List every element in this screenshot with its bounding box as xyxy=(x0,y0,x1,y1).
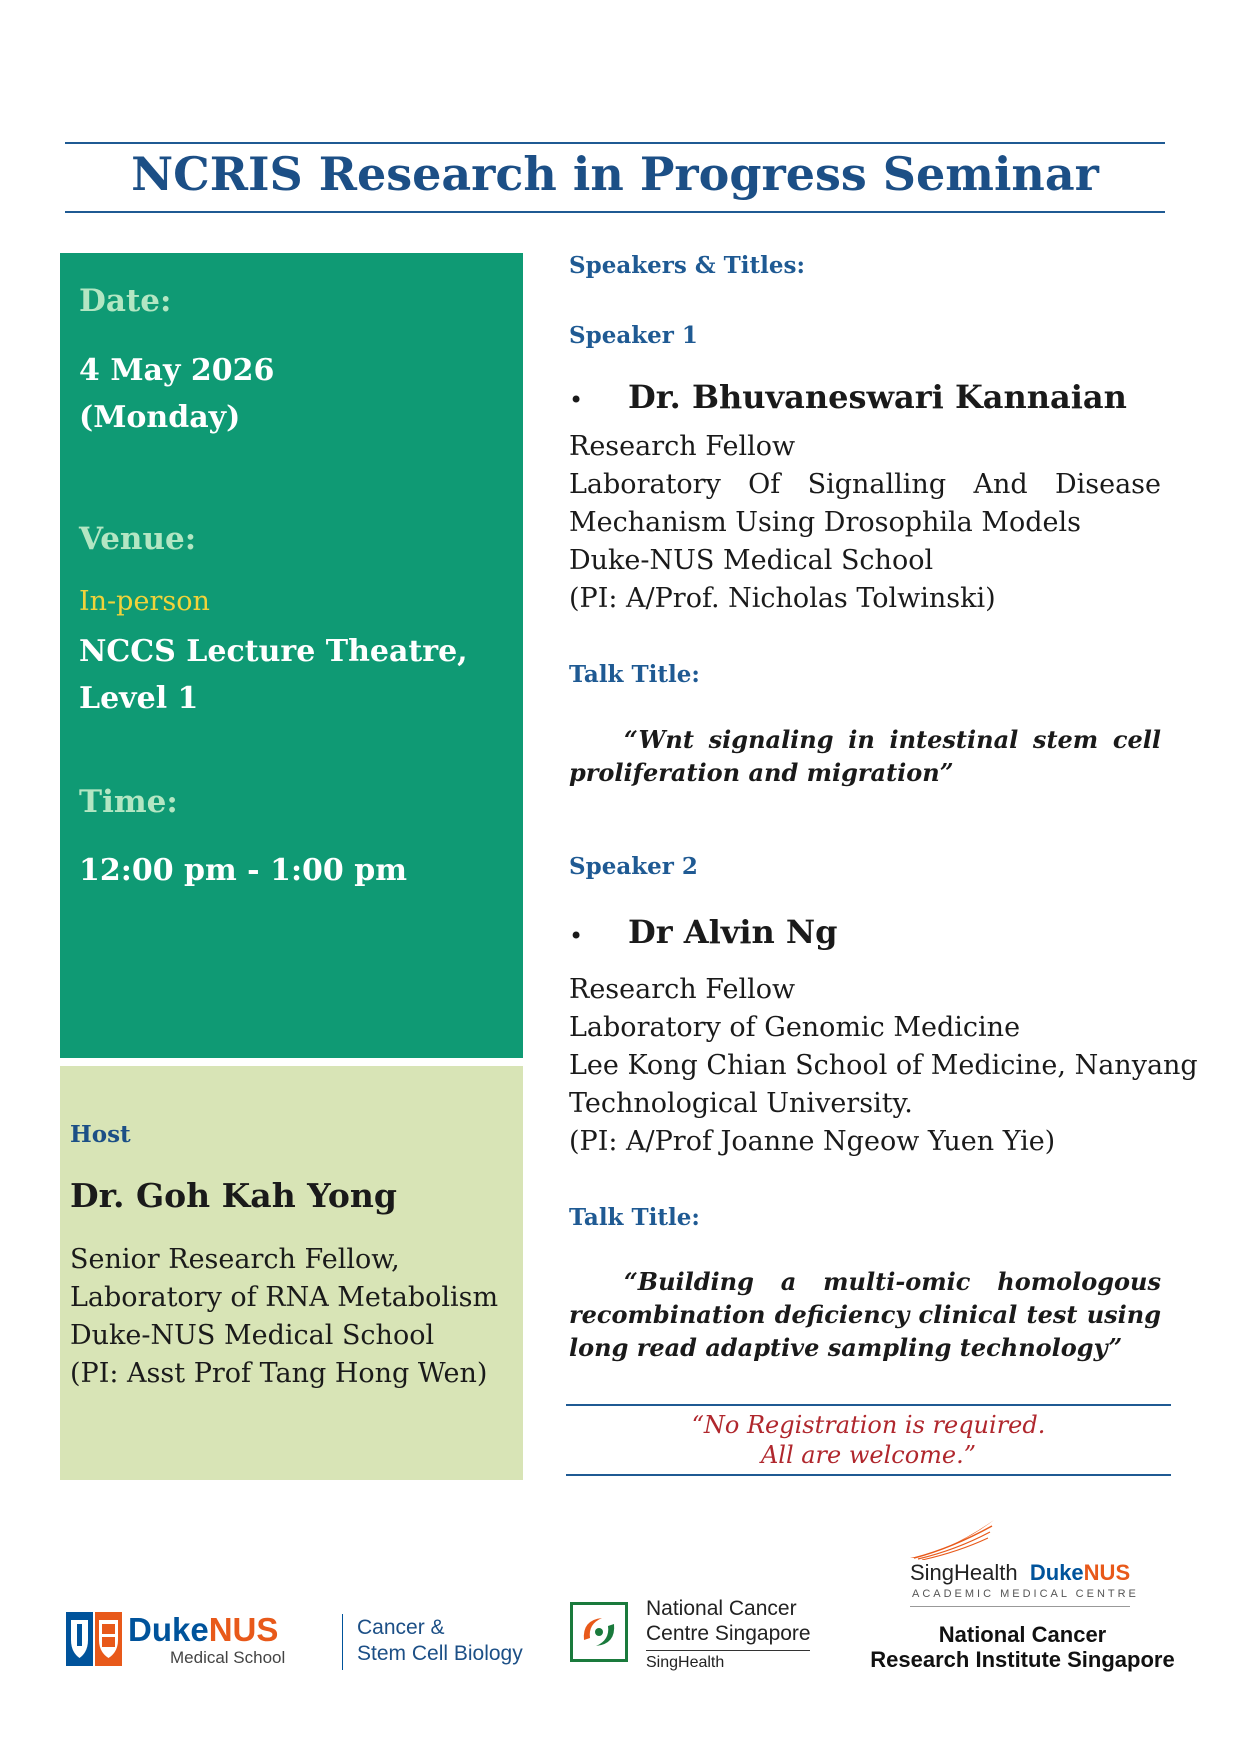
speaker-2-talk-title xyxy=(569,1265,1161,1364)
host-name: Dr. Goh Kah Yong xyxy=(70,1176,397,1215)
duke-nus-logo xyxy=(66,1612,334,1668)
date-label: Date: xyxy=(79,283,172,319)
speaker-1-lab-line-1: Laboratory Of Signalling And Disease xyxy=(569,469,1161,500)
speakers-heading: Speakers & Titles: xyxy=(569,252,805,279)
speaker-2-role: Research Fellow xyxy=(569,974,796,1005)
speaker-1-role: Research Fellow xyxy=(569,431,796,462)
date-value: 4 May 2026 xyxy=(79,353,275,388)
nccs-line-1: National Cancer xyxy=(646,1597,797,1620)
speaker-2-talk-line-1: “Building a multi-omic homologous xyxy=(624,1267,1161,1296)
dept-line-2: Stem Cell Biology xyxy=(357,1642,523,1665)
speaker-1-lab-line-2: Mechanism Using Drosophila Models xyxy=(569,507,1081,538)
swoosh-icon xyxy=(908,1518,998,1560)
speaker-2-university: Technological University. xyxy=(569,1088,913,1119)
nccs-rule xyxy=(646,1650,810,1651)
duke-brand-b: NUS xyxy=(208,1611,279,1648)
ncris-line-2: Research Institute Singapore xyxy=(870,1647,1175,1672)
speaker-1-bullet: • xyxy=(569,386,584,414)
venue-mode: In-person xyxy=(79,586,210,617)
host-pi: (PI: Asst Prof Tang Hong Wen) xyxy=(70,1358,488,1389)
venue-line-1: NCCS Lecture Theatre, xyxy=(79,634,468,669)
nccs-logo xyxy=(570,1594,820,1674)
registration-note xyxy=(566,1410,1171,1470)
nccs-sub: SingHealth xyxy=(646,1654,725,1671)
ncris-logo xyxy=(850,1518,1195,1678)
note-top-rule xyxy=(566,1404,1171,1406)
speaker-2-talk-label: Talk Title: xyxy=(569,1204,700,1231)
speaker-2-talk-line-2: recombination deficiency clinical test using xyxy=(569,1300,1161,1329)
nccs-emblem-icon xyxy=(570,1602,628,1662)
speaker-1-name: Dr. Bhuvaneswari Kannaian xyxy=(628,378,1127,416)
speaker-1-talk-title xyxy=(569,723,1161,789)
speaker-2-lab: Laboratory of Genomic Medicine xyxy=(569,1012,1021,1043)
amc-rule xyxy=(910,1606,1130,1607)
duke-shield-icon xyxy=(66,1612,122,1666)
speaker-1-talk-line-2: proliferation and migration” xyxy=(569,758,954,787)
host-title: Senior Research Fellow, xyxy=(70,1244,400,1275)
nccs-line-2: Centre Singapore xyxy=(646,1622,811,1645)
speaker-2-talk-line-3: long read adaptive sampling technology” xyxy=(569,1333,1123,1362)
host-school: Duke-NUS Medical School xyxy=(70,1320,435,1351)
amc-sub: ACADEMIC MEDICAL CENTRE xyxy=(912,1588,1139,1600)
speaker-2-label: Speaker 2 xyxy=(569,853,698,880)
speaker-2-bullet: • xyxy=(569,922,584,950)
event-info-panel xyxy=(60,253,523,1058)
note-line-1: “No Registration is required. xyxy=(691,1411,1046,1439)
speaker-1-label: Speaker 1 xyxy=(569,322,698,349)
speaker-1-talk-line-1: “Wnt signaling in intestinal stem cell xyxy=(624,725,1161,754)
logo-divider xyxy=(342,1614,343,1670)
venue-label: Venue: xyxy=(79,521,197,557)
amc-singhealth: SingHealth xyxy=(910,1560,1018,1585)
note-line-2: All are welcome.” xyxy=(760,1441,977,1469)
ncris-line-1: National Cancer xyxy=(938,1622,1107,1647)
page-title: NCRIS Research in Progress Seminar xyxy=(131,147,1099,201)
venue-line-2: Level 1 xyxy=(79,681,199,716)
speaker-1-pi: (PI: A/Prof. Nicholas Tolwinski) xyxy=(569,583,996,614)
note-bottom-rule xyxy=(566,1474,1171,1476)
speaker-2-school: Lee Kong Chian School of Medicine, Nanyang xyxy=(569,1050,1198,1081)
amc-duke-b: NUS xyxy=(1083,1560,1131,1585)
day-value: (Monday) xyxy=(79,400,241,435)
time-value: 12:00 pm - 1:00 pm xyxy=(79,853,407,888)
speaker-2-pi: (PI: A/Prof Joanne Ngeow Yuen Yie) xyxy=(569,1126,1056,1157)
speaker-1-talk-label: Talk Title: xyxy=(569,661,700,688)
amc-duke-a: Duke xyxy=(1029,1560,1084,1585)
department-logo xyxy=(357,1615,523,1667)
host-label: Host xyxy=(70,1121,131,1148)
host-panel xyxy=(60,1066,523,1480)
time-label: Time: xyxy=(79,784,178,820)
dept-line-1: Cancer & xyxy=(357,1616,445,1639)
host-lab: Laboratory of RNA Metabolism xyxy=(70,1282,499,1313)
duke-sub: Medical School xyxy=(170,1648,286,1667)
title-bottom-rule xyxy=(65,211,1165,213)
duke-brand-a: Duke xyxy=(128,1611,209,1648)
speaker-2-name: Dr Alvin Ng xyxy=(628,913,838,951)
speaker-1-school: Duke-NUS Medical School xyxy=(569,545,934,576)
